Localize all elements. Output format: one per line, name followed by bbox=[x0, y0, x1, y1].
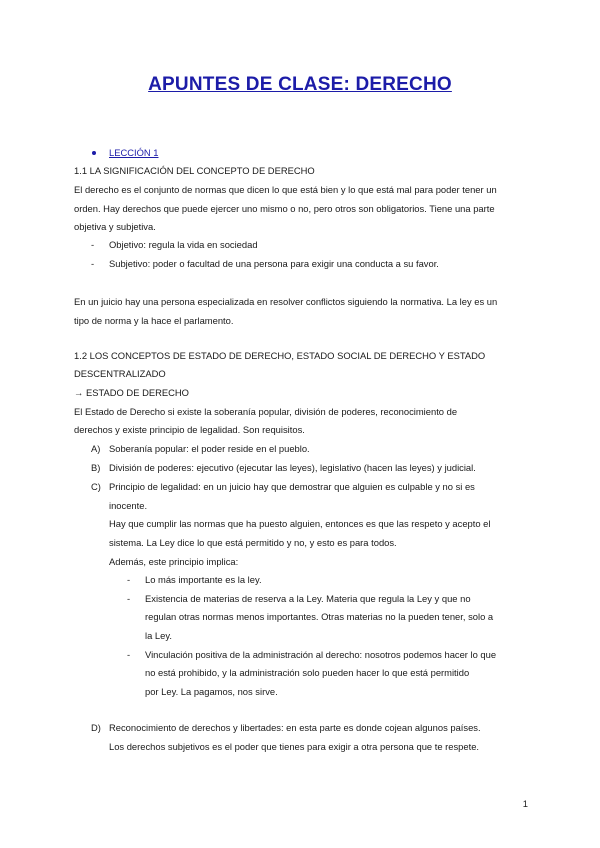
dash-marker: - bbox=[127, 574, 131, 585]
paragraph-line: objetiva y subjetiva. bbox=[74, 221, 156, 232]
sub-list-item: la Ley. bbox=[145, 630, 172, 641]
list-item-d: Reconocimiento de derechos y libertades: en esta parte es donde cojean algunos países. bbox=[109, 722, 481, 733]
list-item-d: Los derechos subjetivos es el poder que tienes para exigir a otra persona que te respete. bbox=[109, 741, 480, 752]
dash-marker: - bbox=[91, 258, 95, 269]
list-item-b: División de poderes: ejecutivo (ejecutar las leyes), legislativo (hacen las leyes) y judicial. bbox=[109, 462, 476, 473]
bullet-icon bbox=[92, 151, 96, 155]
list-marker-d: D) bbox=[91, 722, 101, 733]
list-item-c: inocente. bbox=[109, 500, 148, 511]
list-item-c: Hay que cumplir las normas que ha puesto alguien, entonces es que las respeto y acepto el bbox=[109, 518, 491, 529]
sub-list-item: no está prohibido, y la administración solo pueden hacer lo que está permitido bbox=[145, 667, 470, 678]
list-item-c: sistema. La Ley dice lo que está permitido y no, y esto es para todos. bbox=[109, 537, 397, 548]
list-item-c: Principio de legalidad: en un juicio hay que demostrar que alguien es culpable y no si es bbox=[109, 481, 475, 492]
sub-list-item: regulan otras normas menos importantes. Otras materias no la pueden tener, solo a bbox=[145, 611, 494, 622]
list-item-a: Soberanía popular: el poder reside en el pueblo. bbox=[109, 443, 310, 454]
section-heading-1-2-cont: DESCENTRALIZADO bbox=[74, 368, 166, 379]
dash-marker: - bbox=[91, 239, 95, 250]
paragraph-line: tipo de norma y la hace el parlamento. bbox=[74, 315, 234, 326]
paragraph-line: derechos y existe principio de legalidad. Son requisitos. bbox=[74, 424, 305, 435]
sub-list-item: por Ley. La pagamos, nos sirve. bbox=[145, 686, 278, 697]
list-marker-c: C) bbox=[91, 481, 101, 492]
paragraph-line: orden. Hay derechos que puede ejercer uno mismo o no, pero otros son obligatorios. Tiene una parte bbox=[74, 203, 495, 214]
section-heading-1-2: 1.2 LOS CONCEPTOS DE ESTADO DE DERECHO, ESTADO SOCIAL DE DERECHO Y ESTADO bbox=[74, 350, 486, 361]
paragraph-line: El Estado de Derecho si existe la soberanía popular, división de poderes, reconocimiento de bbox=[74, 406, 458, 417]
list-item: Objetivo: regula la vida en sociedad bbox=[109, 239, 258, 250]
dash-marker: - bbox=[127, 649, 131, 660]
section-heading-1-1: 1.1 LA SIGNIFICACIÓN DEL CONCEPTO DE DERECHO bbox=[74, 165, 315, 176]
list-marker-a: A) bbox=[91, 443, 101, 454]
list-item-c: Además, este principio implica: bbox=[109, 556, 239, 567]
sub-list-item: Lo más importante es la ley. bbox=[145, 574, 262, 585]
paragraph-line: El derecho es el conjunto de normas que dicen lo que está bien y lo que está mal para poder tener un bbox=[74, 184, 497, 195]
page-number: 1 bbox=[522, 798, 528, 809]
sub-list-item: Existencia de materias de reserva a la Ley. Materia que regula la Ley y que no bbox=[145, 593, 471, 604]
sub-list-item: Vinculación positiva de la administración al derecho: nosotros podemos hacer lo que bbox=[145, 649, 497, 660]
subheading: → ESTADO DE DERECHO bbox=[74, 387, 189, 398]
page-title: APUNTES DE CLASE: DERECHO bbox=[148, 74, 452, 95]
paragraph-line: En un juicio hay una persona especializada en resolver conflictos siguiendo la normativa. La ley es un bbox=[74, 296, 498, 307]
list-item: Subjetivo: poder o facultad de una persona para exigir una conducta a su favor. bbox=[109, 258, 439, 269]
lesson-link[interactable]: LECCIÓN 1 bbox=[109, 147, 159, 158]
list-marker-b: B) bbox=[91, 462, 101, 473]
dash-marker: - bbox=[127, 593, 131, 604]
